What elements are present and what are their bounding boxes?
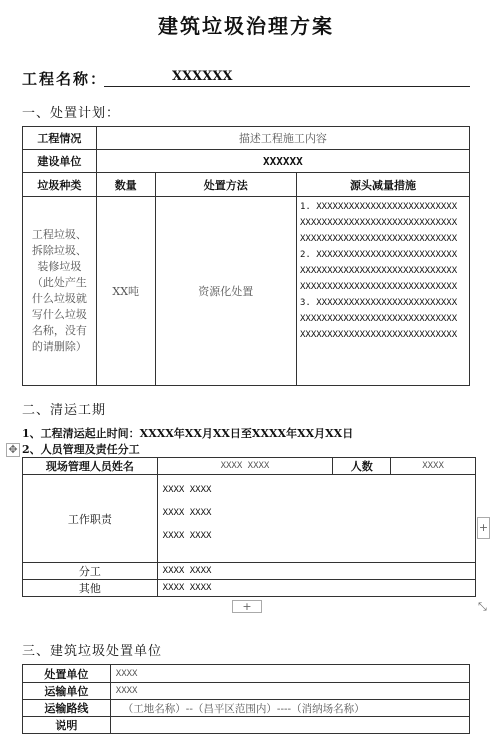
project-name-underline xyxy=(104,86,470,87)
col-measures: 源头减量措施 xyxy=(297,173,470,197)
waste-type-cell: 工程垃圾、拆除垃圾、装修垃圾（此处产生什么垃圾就写什么垃圾名称，没有的请删除） xyxy=(23,197,97,386)
measure-line: XXXXXXXXXXXXXXXXXXXXXXXXXXXXX xyxy=(300,218,458,228)
builder-unit-value: XXXXXX xyxy=(96,150,469,173)
measure-line: 2. XXXXXXXXXXXXXXXXXXXXXXXXXX xyxy=(300,250,458,260)
measures-cell xyxy=(297,197,470,386)
project-name-label: 工程名称： xyxy=(22,70,108,88)
transport-unit-label: 运输单位 xyxy=(23,683,111,700)
col-quantity: 数量 xyxy=(96,173,155,197)
measure-line: XXXXXXXXXXXXXXXXXXXXXXXXXXXXX xyxy=(300,282,458,292)
division-value: XXXX XXXX xyxy=(157,563,475,580)
transport-unit-value: XXXX xyxy=(110,683,469,700)
builder-unit-label: 建设单位 xyxy=(23,150,97,173)
measure-line: 1. XXXXXXXXXXXXXXXXXXXXXXXXXX xyxy=(300,202,458,212)
move-icon[interactable]: ✥ xyxy=(6,443,20,457)
division-label: 分工 xyxy=(23,563,158,580)
document-title: 建筑垃圾治理方案 xyxy=(158,14,334,38)
duty-line: XXXX XXXX xyxy=(162,531,212,541)
project-name-value: XXXXXX xyxy=(172,69,233,84)
measure-line: 3. XXXXXXXXXXXXXXXXXXXXXXXXXX xyxy=(300,298,458,308)
disposal-unit-value: XXXX xyxy=(110,665,469,683)
transport-route-label: 运输路线 xyxy=(23,700,111,717)
disposal-unit-label: 处置单位 xyxy=(23,665,111,683)
transport-route-value: （工地名称）--（昌平区范围内）----（消纳场名称） xyxy=(110,700,469,717)
staff-table xyxy=(22,457,476,597)
resize-icon[interactable]: ⤡ xyxy=(478,600,487,613)
project-name-line xyxy=(22,68,470,88)
disposal-unit-table xyxy=(22,664,470,734)
section1-heading: 一、处置计划： xyxy=(22,106,121,121)
cleanup-period-line: 1、工程清运起止时间：XXXX年XX月XX日至XXXX年XX月XX日 xyxy=(22,427,354,440)
duty-line: XXXX XXXX xyxy=(162,485,212,495)
measure-line: XXXXXXXXXXXXXXXXXXXXXXXXXXXXX xyxy=(300,266,458,276)
section2-heading: 二、清运工期 xyxy=(22,403,107,418)
disposal-plan-table xyxy=(22,126,470,386)
headcount-value: XXXX xyxy=(391,458,476,475)
note-label: 说明 xyxy=(23,717,111,734)
duty-line: XXXX XXXX xyxy=(162,508,212,518)
section3-heading: 三、建筑垃圾处置单位 xyxy=(22,644,163,659)
measure-line: XXXXXXXXXXXXXXXXXXXXXXXXXXXXX xyxy=(300,330,458,340)
duty-label: 工作职责 xyxy=(23,475,158,563)
method-cell: 资源化处置 xyxy=(155,197,296,386)
col-waste-type: 垃圾种类 xyxy=(23,173,97,197)
measure-line: XXXXXXXXXXXXXXXXXXXXXXXXXXXXX xyxy=(300,234,458,244)
manager-name-label: 现场管理人员姓名 xyxy=(23,458,158,475)
measure-line: XXXXXXXXXXXXXXXXXXXXXXXXXXXXX xyxy=(300,314,458,324)
note-value xyxy=(110,717,469,734)
manager-name-value: XXXX XXXX xyxy=(157,458,333,475)
headcount-label: 人数 xyxy=(333,458,391,475)
duty-cell xyxy=(157,475,475,563)
other-label: 其他 xyxy=(23,580,158,597)
staff-management-line: 2、人员管理及责任分工 xyxy=(22,443,140,456)
plus-icon[interactable]: + xyxy=(477,517,490,539)
quantity-cell: XX吨 xyxy=(96,197,155,386)
other-value: XXXX XXXX xyxy=(157,580,475,597)
col-method: 处置方法 xyxy=(155,173,296,197)
project-info-label: 工程情况 xyxy=(23,127,97,150)
plus-icon[interactable]: + xyxy=(232,600,262,613)
project-info-value: 描述工程施工内容 xyxy=(96,127,469,150)
